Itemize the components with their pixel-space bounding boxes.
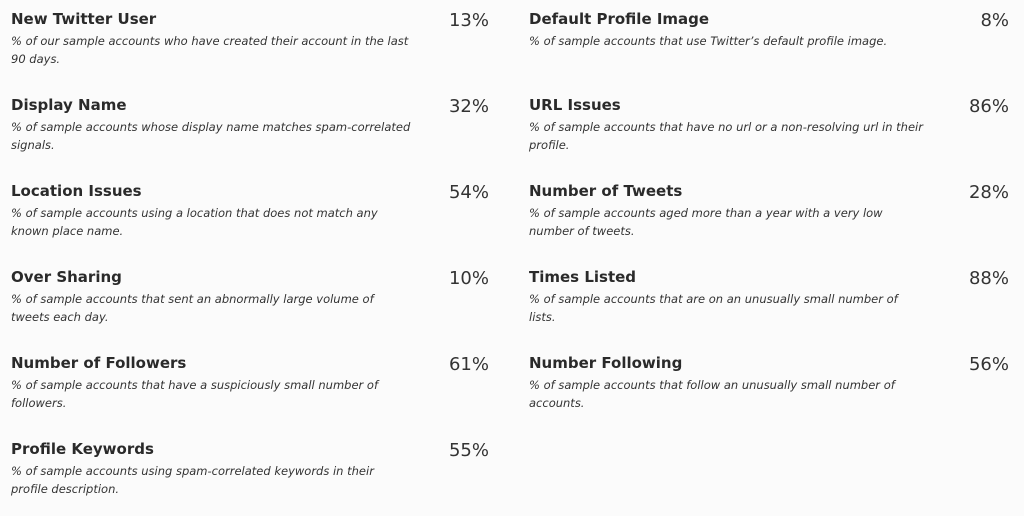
metric-description: % of sample accounts using a location that does not match any known place name.	[11, 206, 378, 238]
metric-value: 55%	[448, 440, 489, 461]
metric-title: Number of Tweets	[529, 182, 683, 200]
metrics-column-right	[529, 0, 1019, 430]
metric-title: New Twitter User	[11, 10, 157, 28]
metric-value: 32%	[448, 96, 489, 117]
metric-value: 86%	[968, 96, 1009, 117]
metric-value: 8%	[980, 10, 1009, 31]
metric-title: Profile Keywords	[11, 440, 154, 458]
metric-number-following	[529, 344, 1019, 430]
metric-value: 10%	[448, 268, 489, 289]
metric-new-twitter-user	[11, 0, 511, 86]
metric-number-of-followers	[11, 344, 511, 430]
metric-description: % of sample accounts that have no url or a non-resolving url in their profile.	[529, 120, 923, 152]
metric-title: Location Issues	[11, 182, 142, 200]
metric-description: % of sample accounts that use Twitter’s default profile image.	[529, 34, 888, 48]
metric-value: 54%	[448, 182, 489, 203]
metric-title: Default Profile Image	[529, 10, 710, 28]
metric-number-of-tweets	[529, 172, 1019, 258]
metric-value: 13%	[448, 10, 489, 31]
metric-profile-keywords	[11, 430, 511, 516]
metric-location-issues	[11, 172, 511, 258]
metric-description: % of sample accounts that sent an abnormally large volume of tweets each day.	[11, 292, 374, 324]
metric-title: Times Listed	[529, 268, 637, 286]
metric-description: % of sample accounts aged more than a year with a very low number of tweets.	[529, 206, 883, 238]
metric-value: 28%	[968, 182, 1009, 203]
metric-title: Number Following	[529, 354, 683, 372]
metric-description: % of sample accounts whose display name matches spam-correlated signals.	[11, 120, 411, 152]
metric-description: % of our sample accounts who have created their account in the last 90 days.	[11, 34, 409, 66]
metric-description: % of sample accounts using spam-correlated keywords in their profile description.	[11, 464, 374, 496]
metric-title: Number of Followers	[11, 354, 187, 372]
metric-over-sharing	[11, 258, 511, 344]
metric-title: Display Name	[11, 96, 127, 114]
metric-default-profile-image	[529, 0, 1019, 86]
metric-display-name	[11, 86, 511, 172]
metric-description: % of sample accounts that follow an unusually small number of accounts.	[529, 378, 895, 410]
metric-times-listed	[529, 258, 1019, 344]
metric-value: 88%	[968, 268, 1009, 289]
metric-url-issues	[529, 86, 1019, 172]
metric-title: URL Issues	[529, 96, 621, 114]
metrics-column-left	[11, 0, 511, 516]
metric-title: Over Sharing	[11, 268, 122, 286]
metric-value: 61%	[448, 354, 489, 375]
metric-description: % of sample accounts that have a suspiciously small number of followers.	[11, 378, 379, 410]
metric-value: 56%	[968, 354, 1009, 375]
metric-description: % of sample accounts that are on an unusually small number of lists.	[529, 292, 898, 324]
